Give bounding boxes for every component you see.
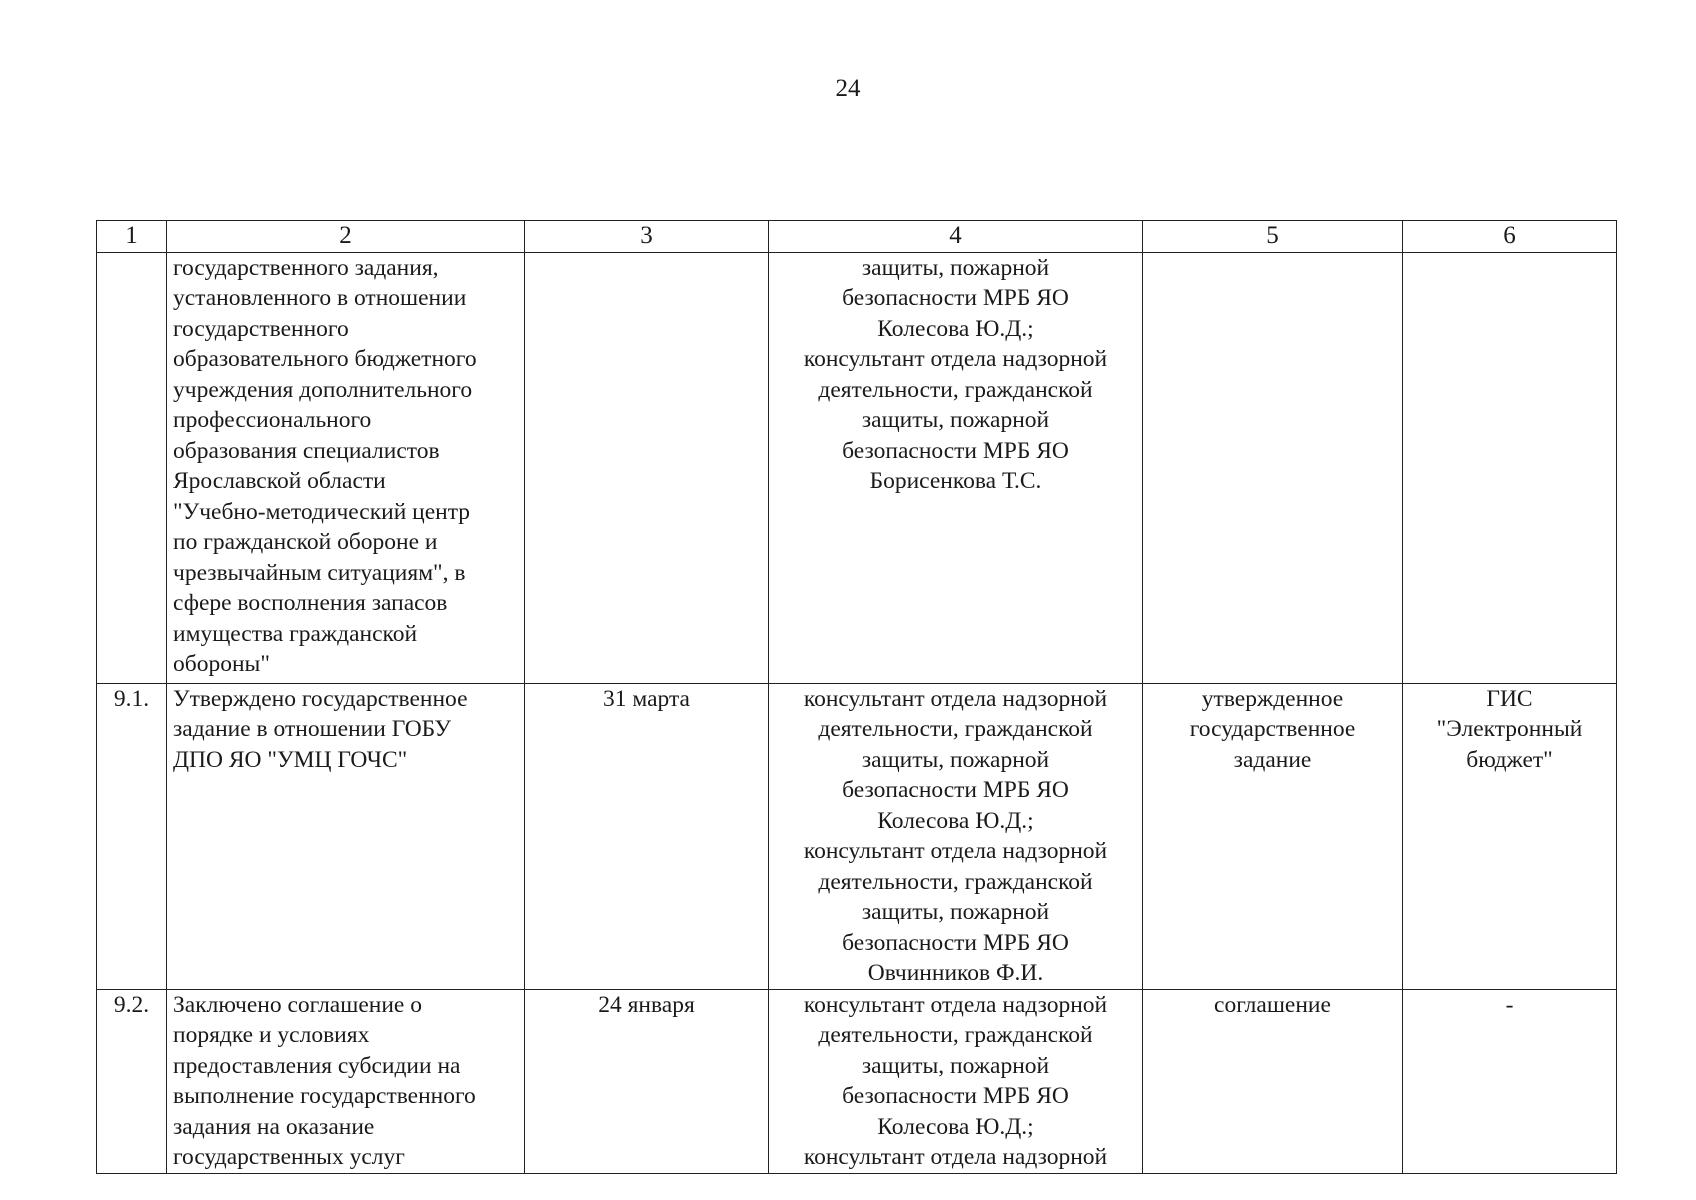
responsible-line: защиты, пожарной — [861, 746, 1050, 773]
row-description — [167, 252, 525, 683]
column-header-5: 5 — [1143, 221, 1403, 253]
responsible-line: деятельности, гражданской — [818, 716, 1093, 742]
description-line: задания на оказание — [173, 1113, 375, 1140]
column-header-4: 4 — [769, 221, 1143, 253]
column-header-6: 6 — [1403, 221, 1617, 253]
description-line: образовательного бюджетного — [173, 346, 477, 372]
responsible-line: консультант отдела надзорной — [803, 991, 1108, 1018]
result-line: задание — [1233, 746, 1312, 773]
row-date: 24 января — [525, 989, 769, 1173]
responsible-line: деятельности, гражданской — [818, 1022, 1093, 1048]
table-header-row — [97, 221, 1617, 253]
row-number: 9.1. — [97, 683, 167, 989]
system-line: бюджет" — [1466, 746, 1553, 773]
table-row — [97, 989, 1617, 1173]
responsible-line: консультант отдела надзорной — [803, 1144, 1108, 1170]
responsible-line: Колесова Ю.Д.; — [877, 315, 1034, 342]
description-line: учреждения дополнительного — [173, 376, 473, 403]
responsible-line: защиты, пожарной — [861, 407, 1050, 433]
row-responsible — [769, 683, 1143, 989]
table-row — [97, 252, 1617, 683]
row-responsible — [769, 252, 1143, 683]
column-header-2: 2 — [167, 221, 525, 253]
responsible-line: безопасности МРБ ЯО — [842, 929, 1069, 956]
plan-table — [96, 220, 1617, 1174]
description-line: государственного — [173, 315, 349, 342]
description-line: порядке и условиях — [173, 1022, 370, 1048]
row-system — [1403, 252, 1617, 683]
system-line: - — [1505, 991, 1514, 1018]
row-number: 9.2. — [97, 989, 167, 1173]
responsible-line: безопасности МРБ ЯО — [842, 285, 1069, 311]
description-line: образования специалистов — [173, 437, 440, 464]
responsible-line: защиты, пожарной — [861, 899, 1050, 925]
responsible-line: защиты, пожарной — [861, 1052, 1050, 1079]
result-line: государственное — [1189, 716, 1356, 742]
responsible-line: безопасности МРБ ЯО — [842, 1083, 1069, 1109]
row-result — [1143, 252, 1403, 683]
column-header-1: 1 — [97, 221, 167, 253]
responsible-line: консультант отдела надзорной — [803, 346, 1108, 372]
responsible-line: Колесова Ю.Д.; — [877, 807, 1034, 834]
description-line: Утверждено государственное — [173, 685, 468, 712]
description-line: государственного задания, — [173, 254, 439, 281]
row-result — [1143, 683, 1403, 989]
responsible-line: Овчинников Ф.И. — [867, 960, 1044, 986]
row-number — [97, 252, 167, 683]
responsible-line: безопасности МРБ ЯО — [842, 777, 1069, 803]
row-responsible — [769, 989, 1143, 1173]
row-result — [1143, 989, 1403, 1173]
description-line: сфере восполнения запасов — [173, 590, 448, 616]
description-line: обороны" — [173, 651, 270, 677]
responsible-line: Борисенкова Т.С. — [869, 468, 1042, 494]
responsible-line: безопасности МРБ ЯО — [842, 437, 1069, 464]
page-number: 24 — [835, 75, 861, 102]
description-line: ДПО ЯО "УМЦ ГОЧС" — [173, 746, 408, 773]
description-line: имущества гражданской — [173, 620, 418, 647]
row-date: 31 марта — [525, 683, 769, 989]
description-line: Заключено соглашение о — [173, 991, 422, 1018]
responsible-line: деятельности, гражданской — [818, 376, 1093, 403]
description-line: задание в отношении ГОБУ — [173, 716, 451, 742]
description-line: "Учебно-методический центр — [173, 498, 471, 525]
column-header-3: 3 — [525, 221, 769, 253]
system-line: "Электронный — [1436, 716, 1583, 742]
responsible-line: консультант отдела надзорной — [803, 685, 1108, 712]
responsible-line: деятельности, гражданской — [818, 868, 1093, 895]
description-line: по гражданской обороне и — [173, 529, 438, 555]
responsible-line: защиты, пожарной — [861, 254, 1050, 281]
result-line: утвержденное — [1201, 685, 1344, 712]
description-line: предоставления субсидии на — [173, 1052, 461, 1079]
responsible-line: Колесова Ю.Д.; — [877, 1113, 1034, 1140]
system-line: ГИС — [1486, 685, 1533, 712]
row-date — [525, 252, 769, 683]
description-line: профессионального — [173, 407, 372, 433]
description-line: выполнение государственного — [173, 1083, 476, 1109]
row-description — [167, 989, 525, 1173]
description-line: чрезвычайным ситуациям", в — [173, 559, 466, 586]
responsible-line: консультант отдела надзорной — [803, 838, 1108, 864]
row-description — [167, 683, 525, 989]
description-line: установленного в отношении — [173, 285, 467, 311]
description-line: Ярославской области — [173, 468, 386, 494]
result-line: соглашение — [1214, 991, 1331, 1018]
row-system — [1403, 989, 1617, 1173]
description-line: государственных услуг — [173, 1144, 405, 1170]
table-row — [97, 683, 1617, 989]
row-system — [1403, 683, 1617, 989]
